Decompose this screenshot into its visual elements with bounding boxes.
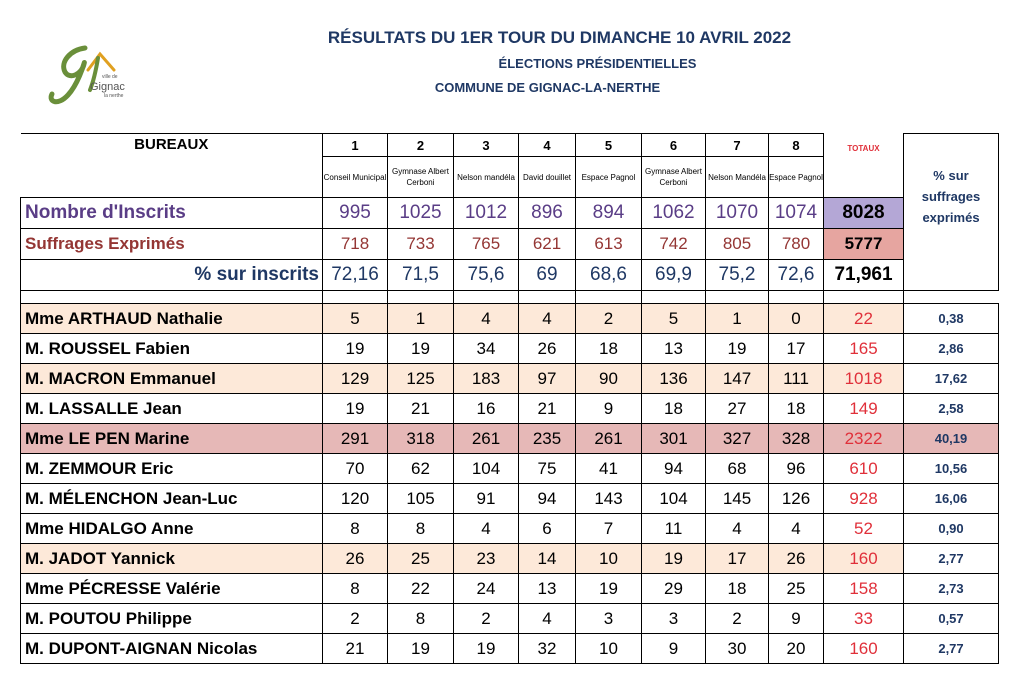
pct-header-filler: [904, 260, 999, 291]
bureau-name: Nelson Mandéla: [706, 157, 769, 198]
candidate-votes: 9: [769, 604, 824, 634]
candidate-votes: 19: [576, 574, 642, 604]
candidate-votes: 16: [454, 394, 519, 424]
candidate-votes: 318: [388, 424, 454, 454]
inscrits-value: 1062: [642, 198, 706, 229]
candidate-votes: 147: [706, 364, 769, 394]
candidate-votes: 5: [642, 304, 706, 334]
candidate-total: 33: [824, 604, 904, 634]
candidate-name: M. POUTOU Philippe: [21, 604, 323, 634]
candidate-row: [21, 304, 999, 334]
candidate-votes: 7: [576, 514, 642, 544]
bureau-number: 2: [388, 134, 454, 157]
candidate-votes: 126: [769, 484, 824, 514]
candidate-votes: 3: [576, 604, 642, 634]
candidate-votes: 111: [769, 364, 824, 394]
bureau-name: Gymnase Albert Cerboni: [642, 157, 706, 198]
candidate-votes: 30: [706, 634, 769, 664]
candidate-pct: 2,58: [904, 394, 999, 424]
candidate-name: Mme HIDALGO Anne: [21, 514, 323, 544]
candidate-votes: 34: [454, 334, 519, 364]
candidate-votes: 235: [519, 424, 576, 454]
candidate-votes: 2: [323, 604, 388, 634]
candidate-votes: 301: [642, 424, 706, 454]
inscrits-value: 995: [323, 198, 388, 229]
candidate-total: 610: [824, 454, 904, 484]
candidate-votes: 75: [519, 454, 576, 484]
logo-text-3: la nerthe: [104, 93, 124, 99]
gignac-logo-graphic: [40, 40, 140, 115]
bureau-name: Gymnase Albert Cerboni: [388, 157, 454, 198]
candidate-row: [21, 574, 999, 604]
candidate-votes: 17: [769, 334, 824, 364]
commune-logo: [40, 40, 140, 115]
logo-text-2: Gignac: [90, 81, 125, 93]
candidate-votes: 18: [642, 394, 706, 424]
candidate-votes: 104: [454, 454, 519, 484]
candidate-votes: 94: [642, 454, 706, 484]
candidate-votes: 8: [388, 604, 454, 634]
candidate-votes: 68: [706, 454, 769, 484]
inscrits-value: 894: [576, 198, 642, 229]
candidate-votes: 105: [388, 484, 454, 514]
candidate-votes: 9: [642, 634, 706, 664]
candidate-pct: 16,06: [904, 484, 999, 514]
candidate-votes: 136: [642, 364, 706, 394]
pct-inscrits-value: 69: [519, 260, 576, 291]
candidate-votes: 125: [388, 364, 454, 394]
candidate-row: [21, 424, 999, 454]
candidate-row: [21, 514, 999, 544]
candidate-votes: 10: [576, 544, 642, 574]
candidate-name: M. ROUSSEL Fabien: [21, 334, 323, 364]
candidate-votes: 8: [323, 574, 388, 604]
candidate-pct: 2,77: [904, 634, 999, 664]
inscrits-value: 1074: [769, 198, 824, 229]
candidate-votes: 18: [576, 334, 642, 364]
candidate-name: M. MACRON Emmanuel: [21, 364, 323, 394]
candidate-votes: 10: [576, 634, 642, 664]
suffrages-total: 5777: [824, 229, 904, 260]
candidate-votes: 22: [388, 574, 454, 604]
suffrages-label: Suffrages Exprimés: [21, 229, 323, 260]
bureau-name: Conseil Municipal: [323, 157, 388, 198]
candidate-pct: 40,19: [904, 424, 999, 454]
candidate-total: 1018: [824, 364, 904, 394]
bureau-name: David douillet: [519, 157, 576, 198]
inscrits-label: Nombre d'Inscrits: [21, 198, 323, 229]
candidate-votes: 13: [519, 574, 576, 604]
candidate-total: 160: [824, 634, 904, 664]
candidate-votes: 291: [323, 424, 388, 454]
suffrages-value: 742: [642, 229, 706, 260]
inscrits-total: 8028: [824, 198, 904, 229]
candidate-votes: 4: [519, 304, 576, 334]
pct-inscrits-value: 68,6: [576, 260, 642, 291]
candidate-name: Mme LE PEN Marine: [21, 424, 323, 454]
candidate-votes: 19: [706, 334, 769, 364]
candidate-votes: 27: [706, 394, 769, 424]
candidate-votes: 19: [388, 334, 454, 364]
candidate-votes: 20: [769, 634, 824, 664]
pct-inscrits-value: 72,16: [323, 260, 388, 291]
inscrits-value: 896: [519, 198, 576, 229]
candidate-votes: 1: [706, 304, 769, 334]
candidate-votes: 26: [519, 334, 576, 364]
candidate-votes: 2: [576, 304, 642, 334]
page-subtitle: ÉLECTIONS PRÉSIDENTIELLES: [498, 56, 697, 71]
candidate-votes: 261: [454, 424, 519, 454]
suffrages-value: 613: [576, 229, 642, 260]
candidate-votes: 21: [519, 394, 576, 424]
pct-inscrits-total: 71,961: [824, 260, 904, 291]
candidate-votes: 41: [576, 454, 642, 484]
candidate-votes: 129: [323, 364, 388, 394]
candidate-votes: 261: [576, 424, 642, 454]
candidate-votes: 11: [642, 514, 706, 544]
pct-inscrits-value: 75,2: [706, 260, 769, 291]
candidate-total: 52: [824, 514, 904, 544]
candidate-name: M. LASSALLE Jean: [21, 394, 323, 424]
candidate-votes: 8: [323, 514, 388, 544]
candidate-votes: 143: [576, 484, 642, 514]
candidate-total: 160: [824, 544, 904, 574]
candidate-votes: 145: [706, 484, 769, 514]
candidate-votes: 26: [323, 544, 388, 574]
candidate-votes: 0: [769, 304, 824, 334]
candidate-total: 149: [824, 394, 904, 424]
candidate-pct: 0,38: [904, 304, 999, 334]
candidate-pct: 2,73: [904, 574, 999, 604]
candidate-votes: 19: [388, 634, 454, 664]
candidate-total: 165: [824, 334, 904, 364]
candidate-name: M. MÉLENCHON Jean-Luc: [21, 484, 323, 514]
candidate-votes: 18: [706, 574, 769, 604]
pct-inscrits-label: % sur inscrits: [21, 260, 323, 291]
candidate-votes: 2: [706, 604, 769, 634]
suffrages-row: [21, 229, 999, 260]
inscrits-row: [21, 198, 999, 229]
candidate-votes: 8: [388, 514, 454, 544]
candidate-name: M. JADOT Yannick: [21, 544, 323, 574]
candidate-votes: 19: [454, 634, 519, 664]
candidate-votes: 25: [388, 544, 454, 574]
candidate-row: [21, 484, 999, 514]
bureau-number: 4: [519, 134, 576, 157]
pct-inscrits-value: 75,6: [454, 260, 519, 291]
candidate-votes: 17: [706, 544, 769, 574]
candidate-votes: 19: [323, 334, 388, 364]
inscrits-value: 1012: [454, 198, 519, 229]
candidate-votes: 4: [454, 304, 519, 334]
candidate-name: M. DUPONT-AIGNAN Nicolas: [21, 634, 323, 664]
candidate-votes: 13: [642, 334, 706, 364]
bureau-name: Espace Pagnol: [769, 157, 824, 198]
candidate-row: [21, 454, 999, 484]
candidate-votes: 90: [576, 364, 642, 394]
pct-suffrages-header: % sur suffrages exprimés: [904, 134, 999, 260]
candidate-votes: 94: [519, 484, 576, 514]
candidate-votes: 14: [519, 544, 576, 574]
candidate-total: 928: [824, 484, 904, 514]
candidate-row: [21, 544, 999, 574]
bureau-name: Nelson mandéla: [454, 157, 519, 198]
candidate-votes: 19: [323, 394, 388, 424]
candidate-votes: 96: [769, 454, 824, 484]
candidate-votes: 21: [388, 394, 454, 424]
bureau-number: 6: [642, 134, 706, 157]
suffrages-value: 780: [769, 229, 824, 260]
candidate-name: Mme ARTHAUD Nathalie: [21, 304, 323, 334]
candidate-votes: 62: [388, 454, 454, 484]
bureau-number: 8: [769, 134, 824, 157]
candidate-pct: 10,56: [904, 454, 999, 484]
candidate-votes: 327: [706, 424, 769, 454]
candidate-votes: 18: [769, 394, 824, 424]
candidate-votes: 4: [769, 514, 824, 544]
candidate-pct: 2,86: [904, 334, 999, 364]
totaux-header: TOTAUX: [847, 143, 880, 153]
suffrages-value: 805: [706, 229, 769, 260]
candidate-votes: 24: [454, 574, 519, 604]
pct-inscrits-value: 71,5: [388, 260, 454, 291]
candidate-votes: 26: [769, 544, 824, 574]
candidate-votes: 9: [576, 394, 642, 424]
bureau-number: 3: [454, 134, 519, 157]
candidate-votes: 32: [519, 634, 576, 664]
candidate-votes: 5: [323, 304, 388, 334]
candidate-total: 2322: [824, 424, 904, 454]
candidate-votes: 104: [642, 484, 706, 514]
candidate-row: [21, 604, 999, 634]
candidate-pct: 2,77: [904, 544, 999, 574]
bureaux-label: BUREAUX: [21, 134, 323, 198]
candidate-votes: 25: [769, 574, 824, 604]
spacer-row: [21, 291, 999, 304]
candidate-votes: 4: [519, 604, 576, 634]
candidate-votes: 29: [642, 574, 706, 604]
page-title: RÉSULTATS DU 1ER TOUR DU DIMANCHE 10 AVRIL 2022: [327, 28, 792, 47]
candidate-total: 158: [824, 574, 904, 604]
candidate-votes: 2: [454, 604, 519, 634]
pct-inscrits-value: 72,6: [769, 260, 824, 291]
bureau-number: 5: [576, 134, 642, 157]
suffrages-value: 733: [388, 229, 454, 260]
results-table: [20, 133, 999, 664]
candidate-votes: 120: [323, 484, 388, 514]
suffrages-value: 765: [454, 229, 519, 260]
candidate-votes: 6: [519, 514, 576, 544]
commune-name: COMMUNE DE GIGNAC-LA-NERTHE: [434, 80, 661, 95]
candidate-votes: 19: [642, 544, 706, 574]
candidate-votes: 91: [454, 484, 519, 514]
header-row-numbers: [21, 134, 999, 157]
candidate-row: [21, 394, 999, 424]
inscrits-value: 1070: [706, 198, 769, 229]
candidate-votes: 97: [519, 364, 576, 394]
candidate-votes: 23: [454, 544, 519, 574]
candidate-votes: 3: [642, 604, 706, 634]
candidate-pct: 0,57: [904, 604, 999, 634]
candidate-votes: 183: [454, 364, 519, 394]
candidate-pct: 0,90: [904, 514, 999, 544]
logo-text-1: ville de: [102, 74, 118, 80]
suffrages-value: 621: [519, 229, 576, 260]
candidate-votes: 4: [454, 514, 519, 544]
candidate-votes: 4: [706, 514, 769, 544]
candidate-row: [21, 634, 999, 664]
candidate-pct: 17,62: [904, 364, 999, 394]
candidate-row: [21, 334, 999, 364]
bureau-number: 1: [323, 134, 388, 157]
bureau-number: 7: [706, 134, 769, 157]
candidate-name: M. ZEMMOUR Eric: [21, 454, 323, 484]
candidate-total: 22: [824, 304, 904, 334]
bureau-name: Espace Pagnol: [576, 157, 642, 198]
pct-inscrits-row: [21, 260, 999, 291]
pct-inscrits-value: 69,9: [642, 260, 706, 291]
candidate-votes: 70: [323, 454, 388, 484]
candidate-row: [21, 364, 999, 394]
suffrages-value: 718: [323, 229, 388, 260]
candidate-votes: 21: [323, 634, 388, 664]
candidate-name: Mme PÉCRESSE Valérie: [21, 574, 323, 604]
inscrits-value: 1025: [388, 198, 454, 229]
candidate-votes: 1: [388, 304, 454, 334]
candidate-votes: 328: [769, 424, 824, 454]
